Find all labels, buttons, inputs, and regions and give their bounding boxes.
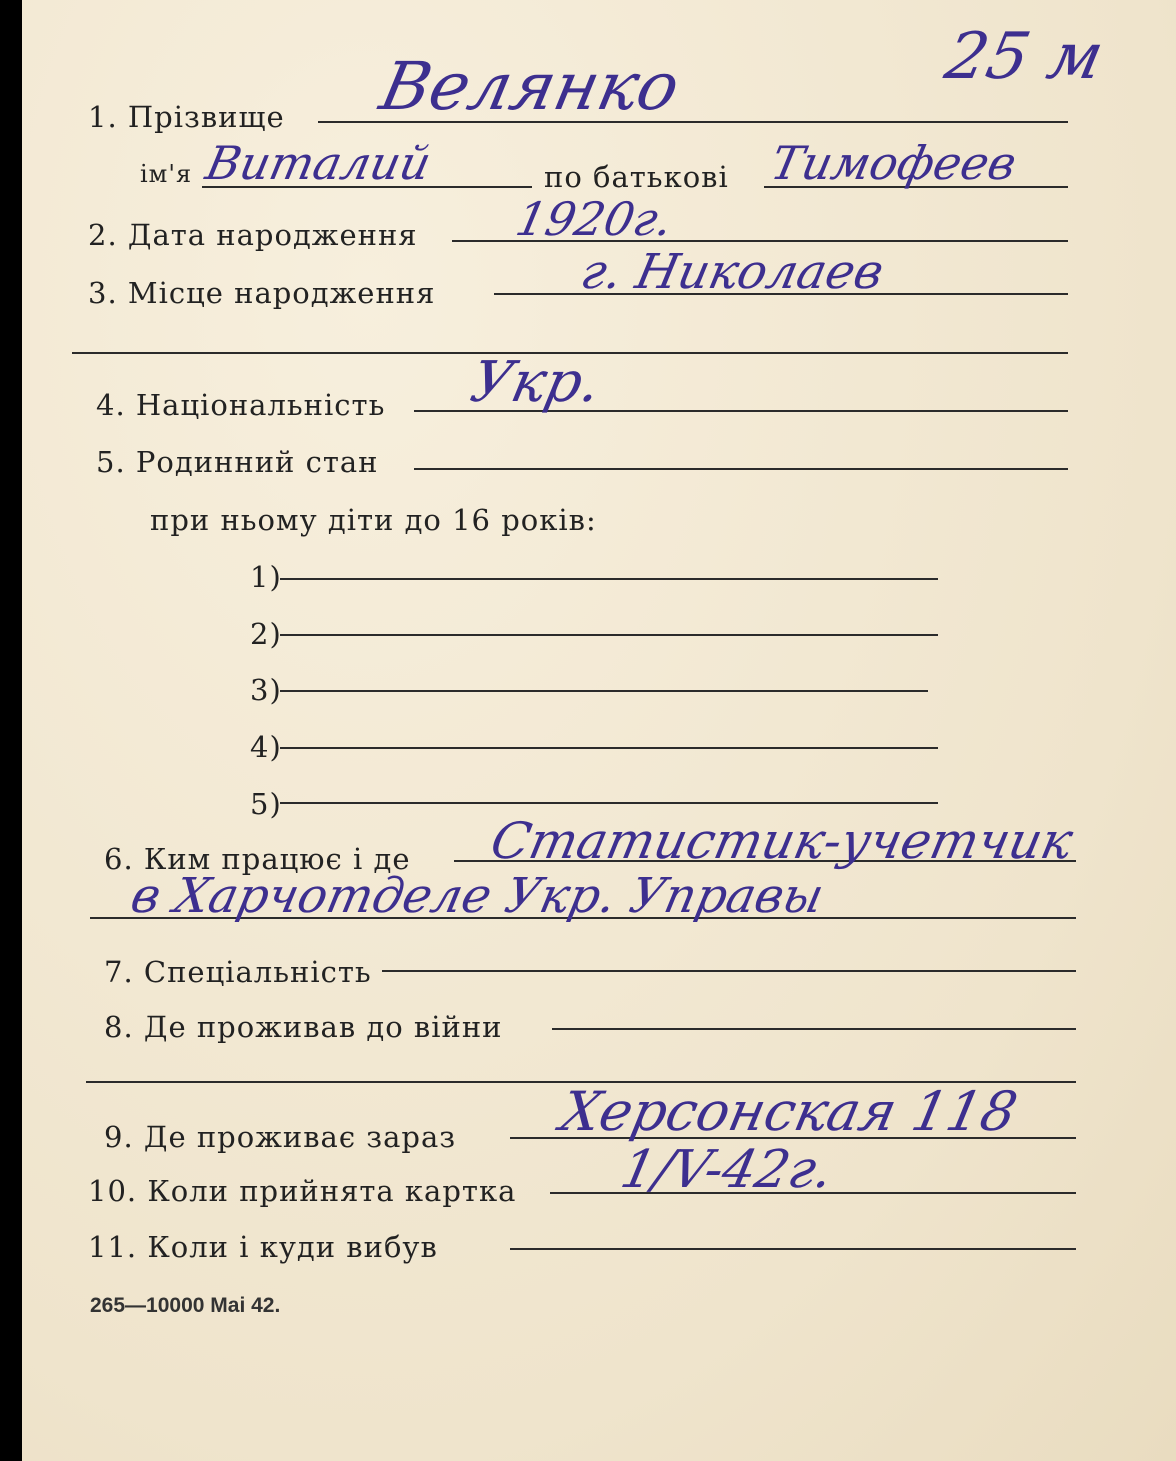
given-name-label: ім'я bbox=[140, 160, 193, 188]
print-code: 265—10000 Mai 42. bbox=[90, 1294, 281, 1317]
card-accepted-label: 10. Коли прийнята картка bbox=[88, 1174, 517, 1208]
given-name-value: Виталий bbox=[201, 136, 436, 190]
birth-date-label: 2. Дата народження bbox=[88, 218, 418, 252]
child-4-line bbox=[280, 747, 938, 749]
nationality-value: Укр. bbox=[465, 350, 607, 415]
surname-label: 1. Прізвище bbox=[88, 100, 285, 134]
birth-place-value: г. Николаев bbox=[576, 244, 889, 300]
child-1-label: 1) bbox=[250, 560, 282, 594]
family-status-label: 5. Родинний стан bbox=[96, 445, 379, 479]
child-1-line bbox=[280, 578, 938, 580]
current-residence-value: Херсонская 118 bbox=[555, 1080, 1023, 1143]
child-5-label: 5) bbox=[250, 787, 282, 821]
child-3-label: 3) bbox=[250, 673, 282, 707]
child-2-line bbox=[280, 634, 938, 636]
child-4-label: 4) bbox=[250, 730, 282, 764]
child-5-line bbox=[280, 802, 938, 804]
specialty-label: 7. Спеціальність bbox=[104, 955, 372, 989]
departure-line bbox=[510, 1248, 1076, 1250]
family-status-line bbox=[414, 468, 1068, 470]
occupation-label: 6. Ким працює і де bbox=[104, 842, 411, 876]
prewar-residence-line bbox=[552, 1028, 1076, 1030]
child-2-label: 2) bbox=[250, 617, 282, 651]
specialty-line bbox=[382, 970, 1076, 972]
patronymic-value: Тимофеев bbox=[766, 136, 1022, 190]
prewar-residence-label: 8. Де проживав до війни bbox=[104, 1010, 503, 1044]
occupation-value-1: Статистик-учетчик bbox=[485, 812, 1078, 870]
card-number: 25 м bbox=[939, 20, 1110, 94]
current-residence-label: 9. Де проживає зараз bbox=[104, 1120, 457, 1154]
surname-value: Велянко bbox=[373, 48, 687, 125]
birth-place-label: 3. Місце народження bbox=[88, 276, 436, 310]
child-3-line bbox=[280, 690, 928, 692]
patronymic-label: по батькові bbox=[544, 160, 729, 194]
occupation-value-2: в Харчотделе Укр. Управы bbox=[126, 868, 829, 924]
card-accepted-value: 1/V-42г. bbox=[615, 1140, 839, 1200]
children-label: при ньому діти до 16 років: bbox=[150, 503, 597, 537]
departure-label: 11. Коли і куди вибув bbox=[88, 1230, 438, 1264]
birth-date-value: 1920г. bbox=[511, 192, 678, 246]
nationality-label: 4. Національність bbox=[96, 388, 386, 422]
registration-card bbox=[22, 0, 1176, 1461]
